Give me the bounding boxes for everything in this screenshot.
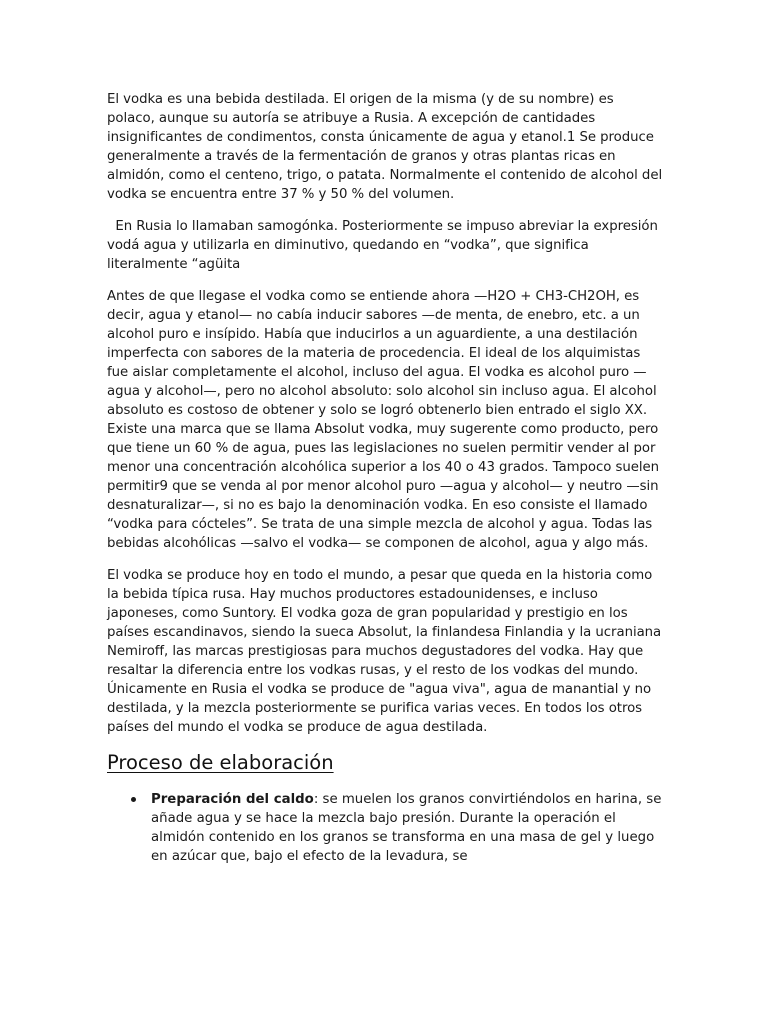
paragraph-composition: Antes de que llegase el vodka como se entiende ahora —H2O + CH3-CH2OH, es decir, agua y etanol— no cabía inducir sabores —de menta, de enebro, etc. a un alcohol puro e insípido. Había que inducirlos a un aguardiente, a una destilación imperfecta con sabores de la materia de procedencia. El ideal de los alquimistas fue aislar completamente el alcohol, incluso del agua. El vodka es alcohol puro —agua y alcohol—, pero no alcohol absoluto: solo alcohol sin incluso agua. El alcohol absoluto es costoso de obtener y solo se logró obtenerlo bien entrado el siglo XX. Existe una marca que se llama Absolut vodka, muy sugerente como producto, pero que tiene un 60 % de agua, pues las legislaciones no suelen permitir vender al por menor una concentración alcohólica superior a los 40 o 43 grados. Tampoco suelen permitir9 que se venda al por menor alcohol puro —agua y alcohol— y neutro —sin desnaturalizar—, si no es bajo la denominación vodka. En eso consiste el llamado “vodka para cócteles”. Se trata de una simple mezcla de alcohol y agua. Todas las bebidas alcohólicas —salvo el vodka— se componen de alcohol, agua y algo más. (107, 289, 660, 551)
paragraph-etymology: En Rusia lo llamaban samogónka. Posteriormente se impuso abreviar la expresión vodá agua y utilizarla en diminutivo, quedando en “vodka”, que significa literalmente “agüita (107, 219, 663, 272)
list-item-text: : se muelen los granos convirtiéndolos en harina, se añade agua y se hace la mezcla bajo presión. Durante la operación el almidón contenido en los granos se transforma en una masa de gel y luego en azúcar que, bajo el efecto de la levadura, se (151, 792, 662, 864)
list-item (151, 790, 663, 866)
bullet-icon (131, 797, 136, 802)
document-page (107, 90, 663, 866)
paragraph-intro: El vodka es una bebida destilada. El origen de la misma (y de su nombre) es polaco, aunque su autoría se atribuye a Rusia. A excepción de cantidades insignificantes de condimentos, consta únicamente de agua y etanol.1 Se produce generalmente a través de la fermentación de granos y otras plantas ricas en almidón, como el centeno, trigo, o patata. Normalmente el contenido de alcohol del vodka se encuentra entre 37 % y 50 % del volumen. (107, 92, 663, 202)
process-list (107, 790, 663, 866)
paragraph-production-world: El vodka se produce hoy en todo el mundo, a pesar que queda en la historia como la bebida típica rusa. Hay muchos productores estadounidenses, e incluso japoneses, como Suntory. El vodka goza de gran popularidad y prestigio en los países escandinavos, siendo la sueca Absolut, la finlandesa Finlandia y la ucraniana Nemiroff, las marcas prestigiosas para muchos degustadores del vodka. Hay que resaltar la diferencia entre los vodkas rusas, y el resto de los vodkas del mundo. Únicamente en Rusia el vodka se produce de "agua viva", agua de manantial y no destilada, y la mezcla posteriormente se purifica varias veces. En todos los otros países del mundo el vodka se produce de agua destilada. (107, 568, 662, 735)
section-heading: Proceso de elaboración (107, 751, 334, 774)
list-item-term: Preparación del caldo (151, 792, 314, 807)
